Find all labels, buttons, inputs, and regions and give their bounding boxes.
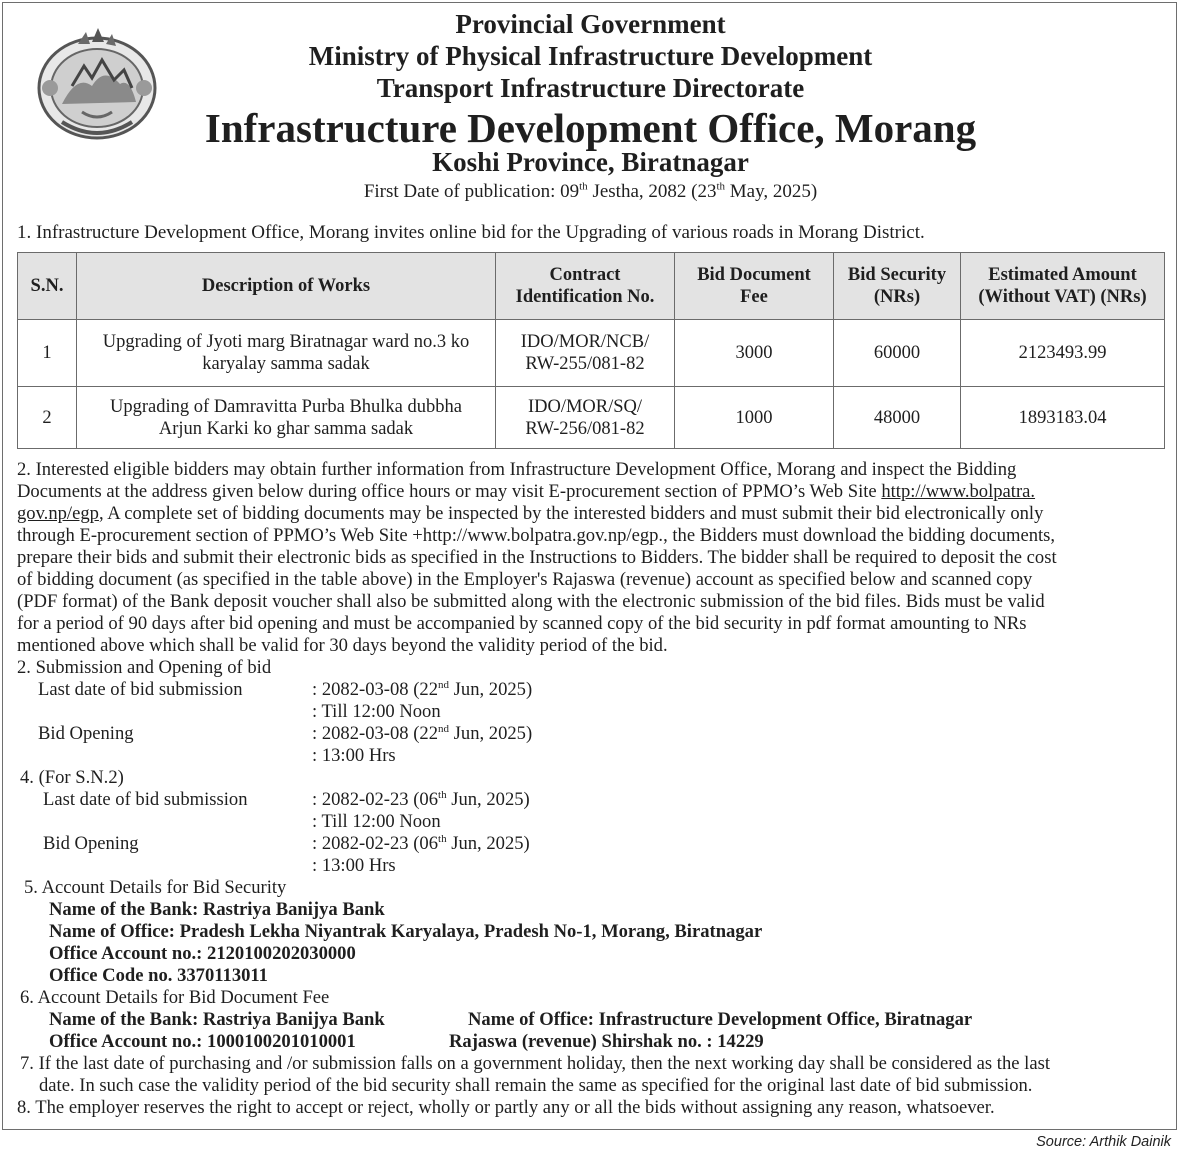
last-date-time: : Till 12:00 Noon — [312, 701, 441, 722]
sn2-bid-opening-value: : 2082-02-23 (06th Jun, 2025) — [312, 832, 530, 854]
para-line: for a period of 90 days after bid opening and must be accompanied by scanned copy of the bid security in pdf format amounting to NRs — [17, 613, 1027, 634]
cell-document-fee: 1000 — [675, 387, 834, 449]
cell-estimated-amount: 1893183.04 — [961, 387, 1165, 449]
para-line: Documents at the address given below during office hours or may visit E-procurement section of PPMO’s Web Site http://www.bolpatra. — [17, 481, 1036, 502]
header-sn: S.N. — [18, 253, 77, 320]
sn2-title: 4. (For S.N.2) — [20, 767, 124, 788]
bid-opening-value: : 2082-03-08 (22nd Jun, 2025) — [312, 722, 533, 744]
header-description: Description of Works — [77, 253, 496, 320]
ministry-heading: Ministry of Physical Infrastructure Development — [308, 41, 873, 71]
header-bid-security: Bid Security (NRs) — [834, 253, 961, 320]
para-line: mentioned above which shall be valid for 30 days beyond the validity period of the bid. — [17, 635, 668, 656]
bid-security-account-no: Office Account no.: 2120100202030000 — [49, 943, 356, 964]
cell-contract-id: IDO/MOR/NCB/ RW-255/081-82 — [496, 320, 675, 387]
bid-security-office: Name of Office: Pradesh Lekha Niyantrak Karyalaya, Pradesh No-1, Morang, Biratnagar — [49, 921, 763, 942]
bid-security-office-code: Office Code no. 3370113011 — [49, 965, 268, 986]
table-header-row — [18, 253, 1165, 320]
source-credit: Source: Arthik Dainik — [1036, 1134, 1171, 1150]
sn2-bid-opening-time: : 13:00 Hrs — [312, 855, 396, 876]
para-line: 2. Interested eligible bidders may obtain further information from Infrastructure Development Office, Morang and inspect the Bidding — [17, 459, 1017, 480]
sn2-bid-opening-label: Bid Opening — [43, 833, 139, 854]
sn2-last-date-value: : 2082-02-23 (06th Jun, 2025) — [312, 788, 530, 810]
sn2-last-date-label: Last date of bid submission — [43, 789, 248, 810]
document-fee-shirshak: Rajaswa (revenue) Shirshak no. : 14229 — [449, 1031, 764, 1052]
cell-contract-id: IDO/MOR/SQ/ RW-256/081-82 — [496, 387, 675, 449]
bid-table — [17, 252, 1165, 449]
cell-estimated-amount: 2123493.99 — [961, 320, 1165, 387]
holiday-clause-line1: 7. If the last date of purchasing and /or submission falls on a government holiday, then the next working day shall be considered as the last — [20, 1053, 1050, 1074]
para-line: prepare their bids and submit their electronic bids as specified in the Instructions to Bidders. The bidder shall be required to deposit the cost — [17, 547, 1057, 568]
bolpatra-link[interactable]: http://www.bolpatra. — [881, 481, 1036, 502]
para-line: of bidding document (as specified in the table above) in the Employer's Rajaswa (revenue) account as specified below and scanned copy — [17, 569, 1033, 590]
last-date-value: : 2082-03-08 (22nd Jun, 2025) — [312, 678, 533, 700]
cell-sn: 2 — [18, 387, 77, 449]
para-line: through E-procurement section of PPMO’s Web Site +http://www.bolpatra.gov.np/egp., the Bidders must download the bidding documents, — [17, 525, 1056, 546]
province-heading: Koshi Province, Biratnagar — [432, 147, 749, 177]
para-line: (PDF format) of the Bank deposit voucher shall also be submitted along with the electronic submission of the bid files. Bids must be valid — [17, 591, 1045, 612]
bid-security-bank: Name of the Bank: Rastriya Banijya Bank — [49, 899, 385, 920]
cell-description: Upgrading of Damravitta Purba Bhulka dubbha Arjun Karki ko ghar samma sadak — [77, 387, 496, 449]
bid-security-account-title: 5. Account Details for Bid Security — [24, 877, 287, 898]
publication-date: First Date of publication: 09th Jestha, 2082 (23th May, 2025) — [363, 180, 818, 202]
para-line: gov.np/egp, A complete set of bidding documents may be inspected by the interested bidders and must submit their bid electronically only — [17, 503, 1044, 524]
cell-sn: 1 — [18, 320, 77, 387]
cell-document-fee: 3000 — [675, 320, 834, 387]
employer-rights-clause: 8. The employer reserves the right to accept or reject, wholly or partly any or all the bids without assigning any reason, whatsoever. — [17, 1097, 995, 1118]
cell-bid-security: 60000 — [834, 320, 961, 387]
holiday-clause-line2: date. In such case the validity period of the bid security shall remain the same as specified for the original last date of bid submission. — [39, 1075, 1033, 1096]
cell-description: Upgrading of Jyoti marg Biratnagar ward no.3 ko karyalay samma sadak — [77, 320, 496, 387]
document-fee-office: Name of Office: Infrastructure Development Office, Biratnagar — [468, 1009, 973, 1030]
header-document-fee: Bid Document Fee — [675, 253, 834, 320]
office-title: Infrastructure Development Office, Morang — [204, 105, 977, 151]
header-estimated-amount: Estimated Amount (Without VAT) (NRs) — [961, 253, 1165, 320]
provincial-government-heading: Provincial Government — [455, 9, 726, 39]
cell-bid-security: 48000 — [834, 387, 961, 449]
document-fee-account-no: Office Account no.: 1000100201010001 — [49, 1031, 356, 1052]
bid-opening-time: : 13:00 Hrs — [312, 745, 396, 766]
bidding-information-paragraph — [17, 459, 1159, 657]
document-fee-account-title: 6. Account Details for Bid Document Fee — [20, 987, 330, 1008]
submission-opening-title: 2. Submission and Opening of bid — [17, 657, 272, 678]
table-row — [18, 320, 1165, 387]
last-date-label: Last date of bid submission — [38, 679, 243, 700]
intro-paragraph: 1. Infrastructure Development Office, Morang invites online bid for the Upgrading of various roads in Morang District. — [17, 222, 925, 243]
header-contract-id: Contract Identification No. — [496, 253, 675, 320]
bid-opening-label: Bid Opening — [38, 723, 134, 744]
table-row — [18, 387, 1165, 449]
bolpatra-link-cont[interactable]: gov.np/egp — [17, 503, 99, 524]
sn2-last-date-time: : Till 12:00 Noon — [312, 811, 441, 832]
document-fee-bank: Name of the Bank: Rastriya Banijya Bank — [49, 1009, 385, 1030]
directorate-heading: Transport Infrastructure Directorate — [376, 73, 805, 103]
